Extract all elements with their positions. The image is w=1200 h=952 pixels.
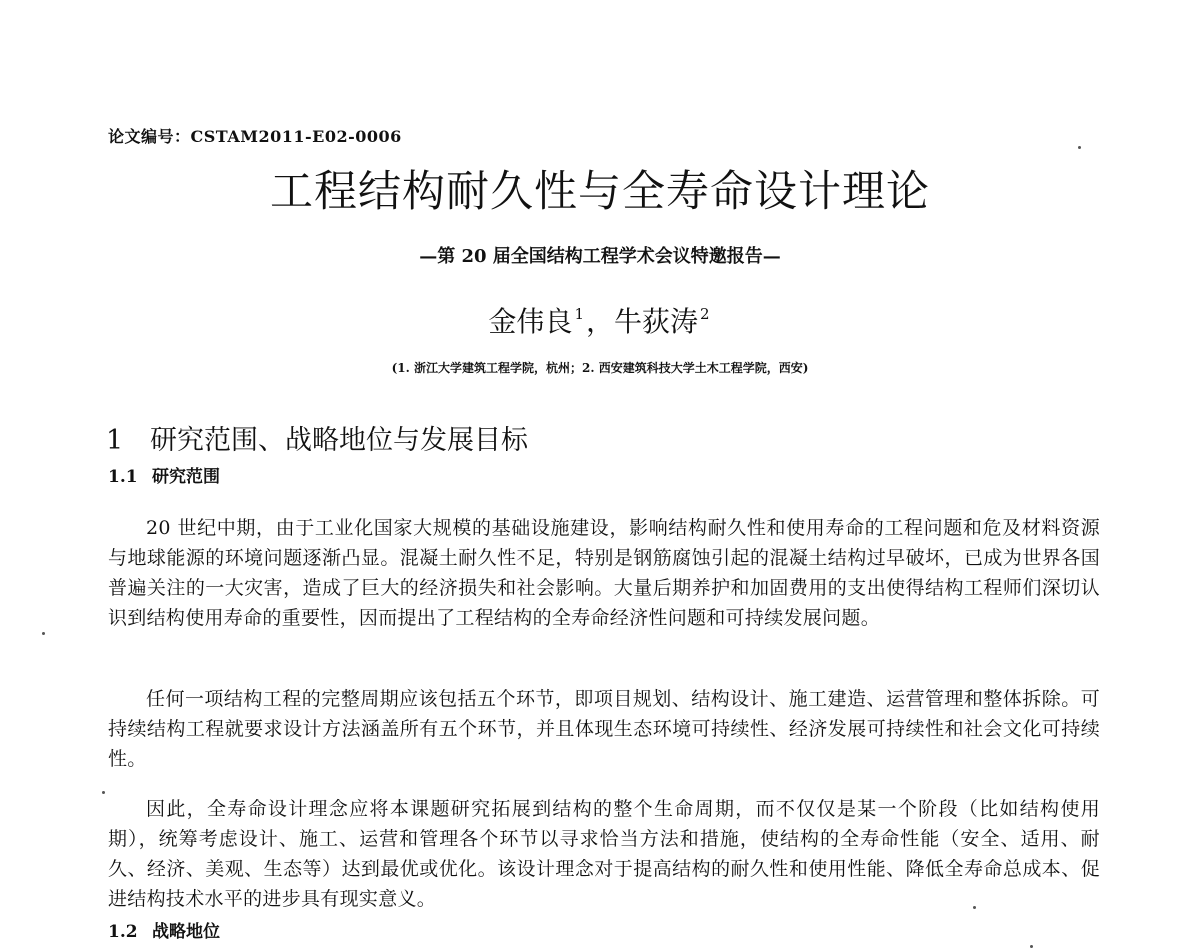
subsection-1-2-title: 战略地位: [152, 922, 220, 942]
scan-speck: [42, 632, 45, 635]
paper-subtitle: —第 20 届全国结构工程学术会议特邀报告—: [419, 246, 781, 267]
body-paragraph-1: 20 世纪中期，由于工业化国家大规模的基础设施建设，影响结构耐久性和使用寿命的工程问题和危及材料资源与地球能源的环境问题逐渐凸显。混凝土耐久性不足，特别是钢筋腐蚀引起的混凝土结构过早破坏，已成为世界各国普遍关注的一大灾害，造成了巨大的经济损失和社会影响。大量后期养护和加固费用的支出使得结构工程师们深切认识到结构使用寿命的重要性，因而提出了工程结构的全寿命经济性问题和可持续发展问题。: [108, 517, 1100, 629]
body-paragraph-2: 任何一项结构工程的完整周期应该包括五个环节，即项目规划、结构设计、施工建造、运营管理和整体拆除。可持续结构工程就要求设计方法涵盖所有五个环节，并且体现生态环境可持续性、经济发展可持续性和社会文化可持续性。: [108, 688, 1100, 770]
body-paragraph-3: 因此，全寿命设计理念应将本课题研究拓展到结构的整个生命周期，而不仅仅是某一个阶段（比如结构使用期），统筹考虑设计、施工、运营和管理各个环节以寻求恰当方法和措施，使结构的全寿命性能（安全、适用、耐久、经济、美观、生态等）达到最优或优化。该设计理念对于提高结构的耐久性和使用性能、降低全寿命总成本、促进结构技术水平的进步具有现实意义。: [108, 798, 1100, 910]
author-1-name: 金伟良: [488, 305, 573, 338]
author-affiliations: (1. 浙江大学建筑工程学院，杭州；2. 西安建筑科技大学土木工程学院，西安): [391, 361, 809, 375]
subsection-1-1-title: 研究范围: [152, 467, 220, 487]
scan-speck: [1078, 146, 1081, 149]
paper-title: 工程结构耐久性与全寿命设计理论: [270, 167, 930, 217]
author-2-affiliation-mark: 2: [700, 305, 710, 323]
section-1-number: 1: [106, 425, 124, 456]
subsection-1-2-number: 1.2: [108, 922, 138, 942]
paper-id: 论文编号：CSTAM2011-E02-0006: [108, 127, 402, 146]
section-1-heading: [106, 418, 528, 457]
author-separator: ，: [585, 305, 614, 338]
author-2-name: 牛荻涛: [614, 305, 699, 338]
section-1-title: 研究范围、战略地位与发展目标: [150, 425, 528, 456]
scan-speck: [102, 791, 105, 794]
subsection-1-2-heading: [108, 917, 220, 942]
author-line: [0, 300, 1200, 340]
author-1-affiliation-mark: 1: [574, 305, 584, 323]
scan-speck: [973, 906, 976, 909]
subsection-1-1-number: 1.1: [108, 467, 138, 487]
subsection-1-1-heading: [108, 462, 220, 487]
scan-speck: [1030, 945, 1033, 948]
